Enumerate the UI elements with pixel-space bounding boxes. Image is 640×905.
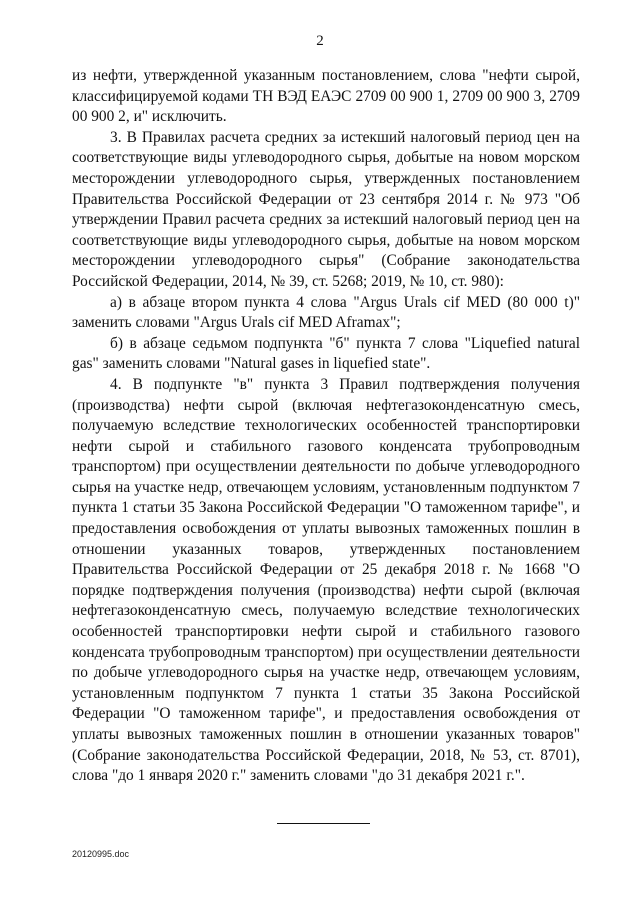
paragraph-continuation: из нефти, утвержденной указанным постановлением, слова "нефти сырой, классифицируемой кодами ТН ВЭД ЕАЭС 2709 00 900 1, 2709 00 900 3, 2709 00 900 2, и" исключить.	[72, 67, 580, 126]
document-filename: 20120995.doc	[72, 849, 130, 859]
page-number: 2	[316, 33, 324, 49]
paragraph-subitem-b: б) в абзаце седьмом подпункта "б" пункта 7 слова "Liquefied natural gas" заменить словами "Natural gases in liquefied state".	[72, 334, 580, 373]
paragraph-item-4: 4. В подпункте "в" пункта 3 Правил подтверждения получения (производства) нефти сырой (включая нефтегазоконденсатную смесь, получаемую вследствие технологических особенностей транспортировки нефти сырой и стабильного газового конденсата трубопроводным транспортом) при осуществлении деятельности по добыче углеводородного сырья на участке недр, отвечающем условиям, установленным подпунктом 7 пункта 1 статьи 35 Закона Российской Федерации "О таможенном тарифе", и предоставления освобождения от уплаты вывозных таможенных пошлин в отношении указанных товаров, утвержденных постановлением Правительства Российской Федерации от 25 декабря 2018 г. № 1668 "О порядке подтверждения получения (производства) нефти сырой (включая нефтегазоконденсатную смесь, получаемую вследствие технологических особенностей транспортировки нефти сырой и стабильного газового конденсата трубопроводным транспортом) при осуществлении деятельности по добыче углеводородного сырья на участке недр, отвечающем условиям, установленным подпунктом 7 пункта 1 статьи 35 Закона Российской Федерации "О таможенном тарифе", и предоставления освобождения от уплаты вывозных таможенных пошлин в отношении указанных товаров" (Собрание законодательства Российской Федерации, 2018, № 53, ст. 8701), слова "до 1 января 2020 г." заменить словами "до 31 декабря 2021 г.".	[72, 375, 580, 785]
paragraph-subitem-a: а) в абзаце втором пункта 4 слова "Argus Urals cif MED (80 000 t)" заменить словами "Argus Urals cif MED Aframax";	[72, 293, 580, 332]
paragraph-item-3: 3. В Правилах расчета средних за истекший налоговый период цен на соответствующие виды углеводородного сырья, добытые на новом морском месторождении углеводородного сырья, утвержденных постановлением Правительства Российской Федерации от 23 сентября 2014 г. № 973 "Об утверждении Правил расчета средних за истекший налоговый период цен на соответствующие виды углеводородного сырья, добытые на новом морском месторождении углеводородного сырья" (Собрание законодательства Российской Федерации, 2014, № 39, ст. 5268; 2019, № 10, ст. 980):	[72, 128, 580, 290]
document-body	[72, 66, 580, 787]
end-separator-line	[277, 823, 370, 824]
